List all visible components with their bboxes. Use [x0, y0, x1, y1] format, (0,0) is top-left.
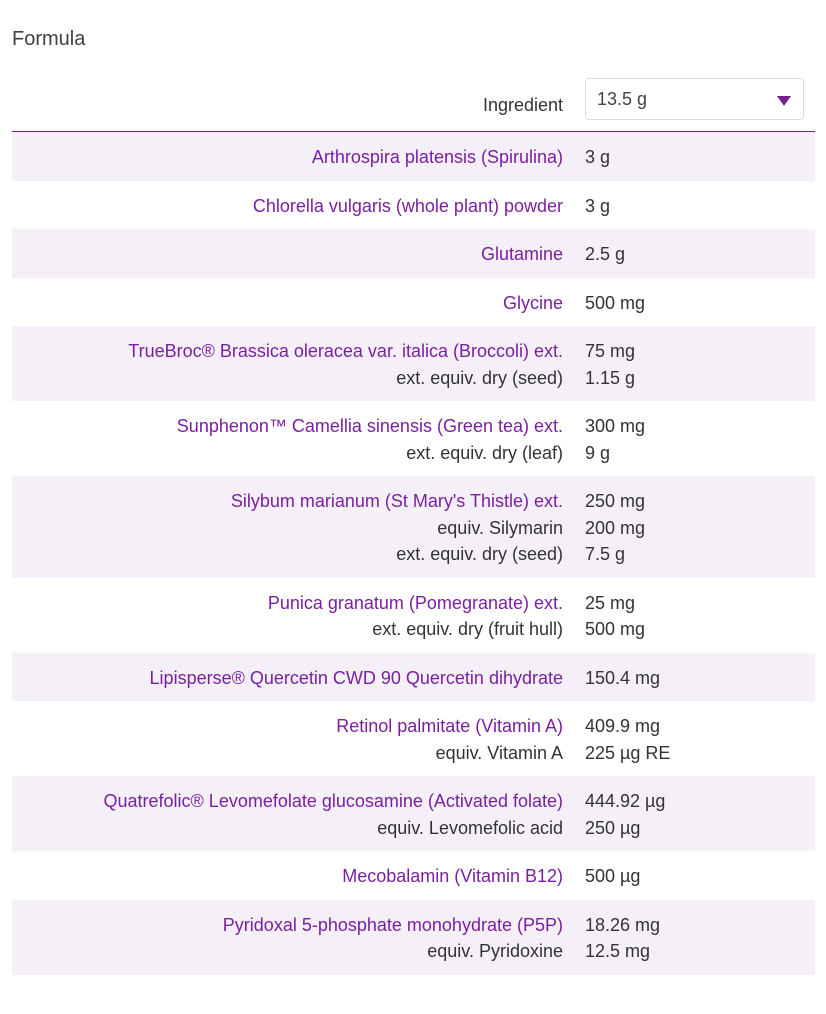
ingredient-equivalent-name: equiv. Pyridoxine — [427, 941, 563, 961]
ingredient-name[interactable]: Mecobalamin (Vitamin B12) — [342, 866, 563, 886]
serving-size-select[interactable] — [585, 78, 804, 120]
table-row — [12, 326, 815, 401]
ingredient-names — [12, 193, 563, 220]
ingredient-names — [12, 665, 563, 692]
ingredient-amounts — [585, 193, 610, 220]
ingredient-amount: 225 µg RE — [585, 742, 671, 763]
ingredient-amount: 250 mg — [585, 491, 646, 511]
ingredient-amount: 500 mg — [585, 292, 646, 313]
table-row — [12, 278, 815, 327]
ingredient-equivalent-name: ext. equiv. dry (seed) — [396, 544, 563, 564]
table-row — [12, 476, 815, 578]
ingredient-amounts — [585, 413, 645, 466]
ingredient-names — [12, 144, 563, 171]
ingredient-names — [12, 338, 563, 391]
ingredient-equivalent-name: equiv. Levomefolic acid — [377, 817, 563, 838]
ingredient-amount: 444.92 µg — [585, 791, 666, 811]
ingredient-amounts — [585, 488, 645, 568]
ingredient-amounts — [585, 665, 660, 692]
page-title: Formula — [12, 28, 86, 50]
table-row — [12, 900, 815, 975]
ingredient-name[interactable]: Sunphenon™ Camellia sinensis (Green tea) ext. — [176, 416, 563, 436]
ingredient-names — [12, 413, 563, 466]
ingredient-name[interactable]: Retinol palmitate (Vitamin A) — [336, 716, 563, 736]
ingredient-name[interactable]: Silybum marianum (St Mary's Thistle) ext. — [230, 491, 563, 511]
ingredient-names — [12, 788, 563, 841]
ingredient-name[interactable]: Chlorella vulgaris (whole plant) powder — [252, 195, 563, 216]
ingredient-amount: 25 mg — [585, 592, 636, 613]
serving-size-value: 13.5 g — [597, 89, 648, 109]
ingredient-amount: 150.4 mg — [585, 667, 661, 688]
ingredient-amount: 409.9 mg — [585, 716, 661, 736]
ingredient-amount: 3 g — [585, 147, 611, 167]
table-row — [12, 132, 815, 181]
ingredient-equivalent-name: ext. equiv. dry (fruit hull) — [372, 619, 563, 639]
table-row — [12, 578, 815, 653]
ingredient-amount: 2.5 g — [585, 244, 626, 264]
ingredient-equivalent-name: ext. equiv. dry (leaf) — [406, 442, 563, 463]
ingredient-names — [12, 290, 563, 317]
table-row — [12, 851, 815, 900]
table-row — [12, 401, 815, 476]
caret-down-icon — [777, 96, 791, 106]
ingredient-amount: 1.15 g — [585, 367, 636, 388]
ingredient-column-header: Ingredient — [482, 95, 563, 115]
ingredient-amount: 9 g — [585, 442, 611, 463]
ingredient-amount: 7.5 g — [585, 544, 626, 564]
ingredient-name[interactable]: TrueBroc® Brassica oleracea var. italica (Broccoli) ext. — [128, 341, 563, 361]
ingredient-amounts — [585, 788, 665, 841]
ingredient-amount: 12.5 mg — [585, 941, 651, 961]
table-row — [12, 229, 815, 278]
ingredient-name[interactable]: Punica granatum (Pomegranate) ext. — [267, 592, 563, 613]
ingredient-amounts — [585, 713, 670, 766]
ingredient-amount: 300 mg — [585, 416, 646, 436]
ingredient-equivalent-name: equiv. Silymarin — [437, 517, 563, 538]
ingredient-names — [12, 488, 563, 568]
ingredient-amount: 250 µg — [585, 817, 641, 838]
ingredient-amounts — [585, 241, 625, 268]
ingredient-name[interactable]: Quatrefolic® Levomefolate glucosamine (Activated folate) — [103, 791, 563, 811]
table-row — [12, 181, 815, 230]
formula-table — [12, 78, 815, 975]
ingredient-amounts — [585, 290, 645, 317]
ingredient-amount: 75 mg — [585, 341, 636, 361]
table-row — [12, 653, 815, 702]
ingredient-amounts — [585, 338, 635, 391]
ingredient-amount: 500 mg — [585, 619, 646, 639]
ingredient-name[interactable]: Pyridoxal 5-phosphate monohydrate (P5P) — [222, 914, 563, 935]
ingredient-names — [12, 713, 563, 766]
ingredient-names — [12, 241, 563, 268]
ingredient-names — [12, 912, 563, 965]
ingredient-amounts — [585, 144, 610, 171]
ingredient-amount: 500 µg — [585, 866, 641, 886]
ingredient-names — [12, 863, 563, 890]
ingredient-name[interactable]: Lipisperse® Quercetin CWD 90 Quercetin dihydrate — [149, 667, 563, 688]
ingredient-name[interactable]: Glutamine — [480, 244, 563, 264]
ingredient-amounts — [585, 863, 640, 890]
table-body — [12, 132, 815, 975]
table-row — [12, 701, 815, 776]
ingredient-equivalent-name: equiv. Vitamin A — [435, 742, 563, 763]
table-header — [12, 78, 815, 132]
ingredient-equivalent-name: ext. equiv. dry (seed) — [396, 367, 563, 388]
table-row — [12, 776, 815, 851]
ingredient-amount: 200 mg — [585, 517, 646, 538]
ingredient-name[interactable]: Glycine — [502, 292, 563, 313]
ingredient-amount: 3 g — [585, 195, 611, 216]
ingredient-name[interactable]: Arthrospira platensis (Spirulina) — [311, 147, 563, 167]
ingredient-names — [12, 590, 563, 643]
ingredient-amount: 18.26 mg — [585, 914, 661, 935]
ingredient-amounts — [585, 590, 645, 643]
ingredient-amounts — [585, 912, 660, 965]
